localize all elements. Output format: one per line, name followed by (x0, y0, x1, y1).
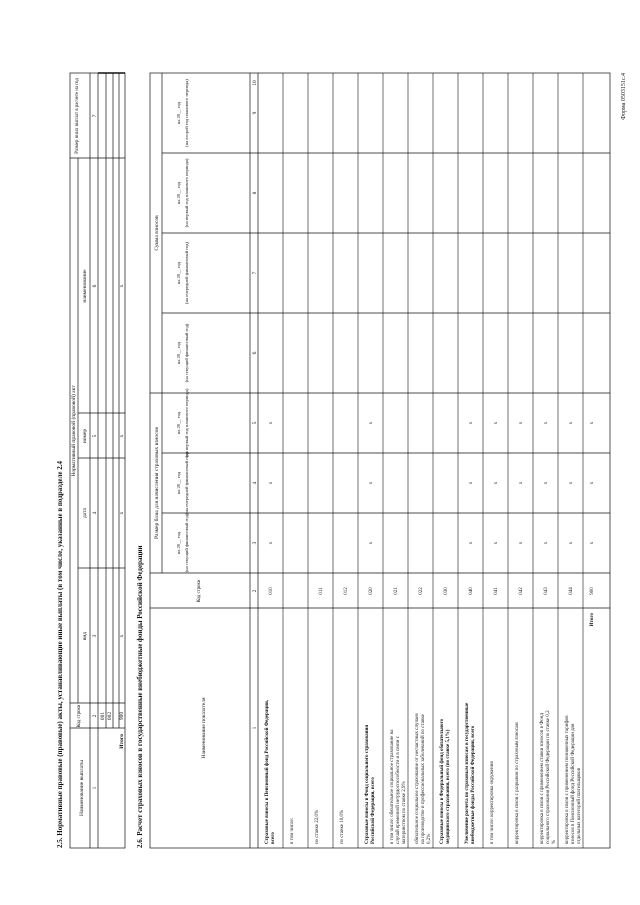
section-2-5-title: 2.5. Нормативные правовые (правовые) акты, устанавливающие иные выплаты (в том числе, указанные в подразделе 2.4 (56, 460, 64, 848)
indicator-label: в том числе: обязательное социальное страхование наслучай временной нетрудоспособности и в связи сматеринством по ставке 2,9% (390, 729, 407, 844)
col-num-2: 2 (252, 589, 258, 593)
col-payment-name: Наименование выплаты (79, 759, 85, 817)
col-num-8: 8 (252, 191, 258, 195)
x-mark: x (569, 481, 574, 485)
indicator-label: корректировка в связи с разрывом по страховым взносам (515, 722, 520, 844)
col-num-6: 6 (92, 284, 98, 288)
col-row-code: Код строки (197, 579, 202, 603)
col-contribution-sum: Сумма взносов (154, 215, 160, 251)
x-mark: x (544, 421, 549, 425)
col-num-3: 3 (92, 634, 98, 638)
x-mark: x (269, 481, 274, 485)
col-num-5: 5 (92, 434, 98, 438)
x-mark: x (119, 511, 125, 515)
x-mark: x (544, 481, 549, 485)
section-2-6-title: 2.6. Расчет страховых взносов в государственные внебюджетные фонды Российской Федерации (136, 545, 144, 848)
row-code-044: 044 (569, 587, 574, 595)
col-act-type: вид (82, 631, 88, 641)
x-mark: x (469, 481, 474, 485)
x-mark: x (519, 481, 524, 485)
row-code-012: 012 (344, 587, 349, 595)
period-year-label: на 20__ год (176, 341, 181, 365)
period-year-label: на 20__ год (176, 181, 181, 205)
period-year-label: на 20__ год (176, 471, 181, 495)
row-code-021: 021 (394, 587, 399, 595)
col-num-4: 4 (252, 481, 258, 485)
row-code-041: 041 (494, 587, 499, 595)
col-num-7: 7 (252, 271, 258, 275)
indicator-label: Страховые взносы в Пенсионный фонд Российской Федерации,всего (265, 699, 276, 844)
col-num-2: 2 (92, 714, 98, 718)
x-mark: x (469, 541, 474, 545)
indicator-label: Увеличение расчета по страховым взносам в государственныевнебюджетные фонды Российской Федерации, всего (465, 702, 476, 844)
x-mark: x (119, 634, 125, 638)
period-description: (на текущий финансовый год) (184, 323, 189, 383)
indicator-label: по ставке 22,0% (315, 809, 320, 844)
col-num-1: 1 (92, 786, 98, 790)
x-mark: x (519, 421, 524, 425)
period-description: (на второй год планового периода) (184, 79, 189, 147)
indicator-label: по ставке 10,0% (340, 809, 345, 844)
x-mark: x (494, 421, 499, 425)
period-description: (на первый год планового периода) (184, 388, 189, 458)
col-act-number: номер (82, 428, 88, 444)
x-mark: x (519, 541, 524, 545)
x-mark: x (590, 481, 595, 485)
x-mark: x (469, 421, 474, 425)
period-description: (на первый год планового периода) (184, 158, 189, 228)
x-mark: x (590, 541, 595, 545)
col-annual-size: Размер иных выплат в расчете на год (75, 78, 80, 154)
indicator-label: Страховые взносы в Федеральный фонд обязательногомедицинского страхования, всего (по ставке 5,1%) (440, 718, 451, 844)
x-mark: x (369, 481, 374, 485)
row-code-002: 002 (107, 711, 113, 721)
x-mark: x (119, 434, 125, 438)
x-mark: x (369, 421, 374, 425)
indicator-label: корректировка в связи с применением пониженных тарифоввзносов в Пенсионный фонд Российской Федерации дляотдельных категорий плательщиков (565, 715, 582, 844)
x-mark: x (269, 541, 274, 545)
x-mark: x (569, 421, 574, 425)
x-mark: x (269, 421, 274, 425)
period-description: (на текущий финансовый год) (184, 513, 189, 573)
total-code: 900 (119, 711, 125, 721)
row-code-042: 042 (519, 587, 524, 595)
col-num-10: 10 (252, 80, 258, 86)
period-year-label: на 20__ год (176, 531, 181, 555)
x-mark: x (494, 481, 499, 485)
total-code: 900 (590, 587, 595, 595)
col-num-3: 3 (252, 541, 258, 545)
col-num-4: 4 (92, 511, 98, 515)
indicator-label: корректировка в связи с применением ставки взносов в Фондсоциального страхования Российской Федерации по ставке 0,2% (540, 710, 557, 844)
row-code-001: 001 (100, 711, 106, 721)
total-label: Итого (590, 613, 595, 627)
indicator-label: Страховые взносы в Фонд социального страхованияРоссийской Федерации, всего (365, 724, 376, 844)
x-mark: x (369, 541, 374, 545)
row-code-010: 010 (269, 587, 274, 595)
x-mark: x (544, 541, 549, 545)
row-code-040: 040 (469, 587, 474, 595)
x-mark: x (569, 541, 574, 545)
x-mark: x (119, 284, 125, 288)
col-num-1: 1 (252, 726, 258, 730)
col-act-title: наименование (82, 269, 88, 303)
row-code-043: 043 (544, 587, 549, 595)
col-row-code: Код строки (77, 704, 82, 728)
period-year-label: на 20__ год (176, 411, 181, 435)
col-num-6: 6 (252, 351, 258, 355)
col-contribution-base: Размер базы для начисления страховых взносов (154, 426, 160, 540)
row-code-020: 020 (369, 587, 374, 595)
total-label: Итого (119, 734, 125, 749)
form-code-label: Форма 0503151с.4 (621, 73, 627, 120)
col-num-9: 9 (252, 111, 258, 115)
period-year-label: на 20__ год (176, 261, 181, 285)
row-code-030: 030 (444, 587, 449, 595)
period-description: (на очередной финансовый год) (184, 241, 189, 305)
col-act-date: дата (82, 507, 88, 519)
indicator-label: обязательное социальное страхование от несчастных случаевна производстве и профессиональных заболеваний по ставке0,2% (415, 713, 432, 844)
period-year-label: на 20__ год (176, 101, 181, 125)
x-mark: x (590, 421, 595, 425)
col-num-5: 5 (252, 421, 258, 425)
col-legal-act: Нормативный правовой (правовой) акт (71, 385, 77, 477)
col-num-7: 7 (92, 114, 98, 118)
x-mark: x (494, 541, 499, 545)
row-code-022: 022 (419, 587, 424, 595)
period-description: (на очередной финансовый год) (184, 451, 189, 515)
indicator-label: в том числе: (290, 817, 295, 844)
col-indicator-name: Наименование показателя (201, 697, 207, 759)
indicator-label: в том числе: корректировка окружения (490, 761, 495, 844)
row-code-011: 011 (319, 587, 324, 595)
